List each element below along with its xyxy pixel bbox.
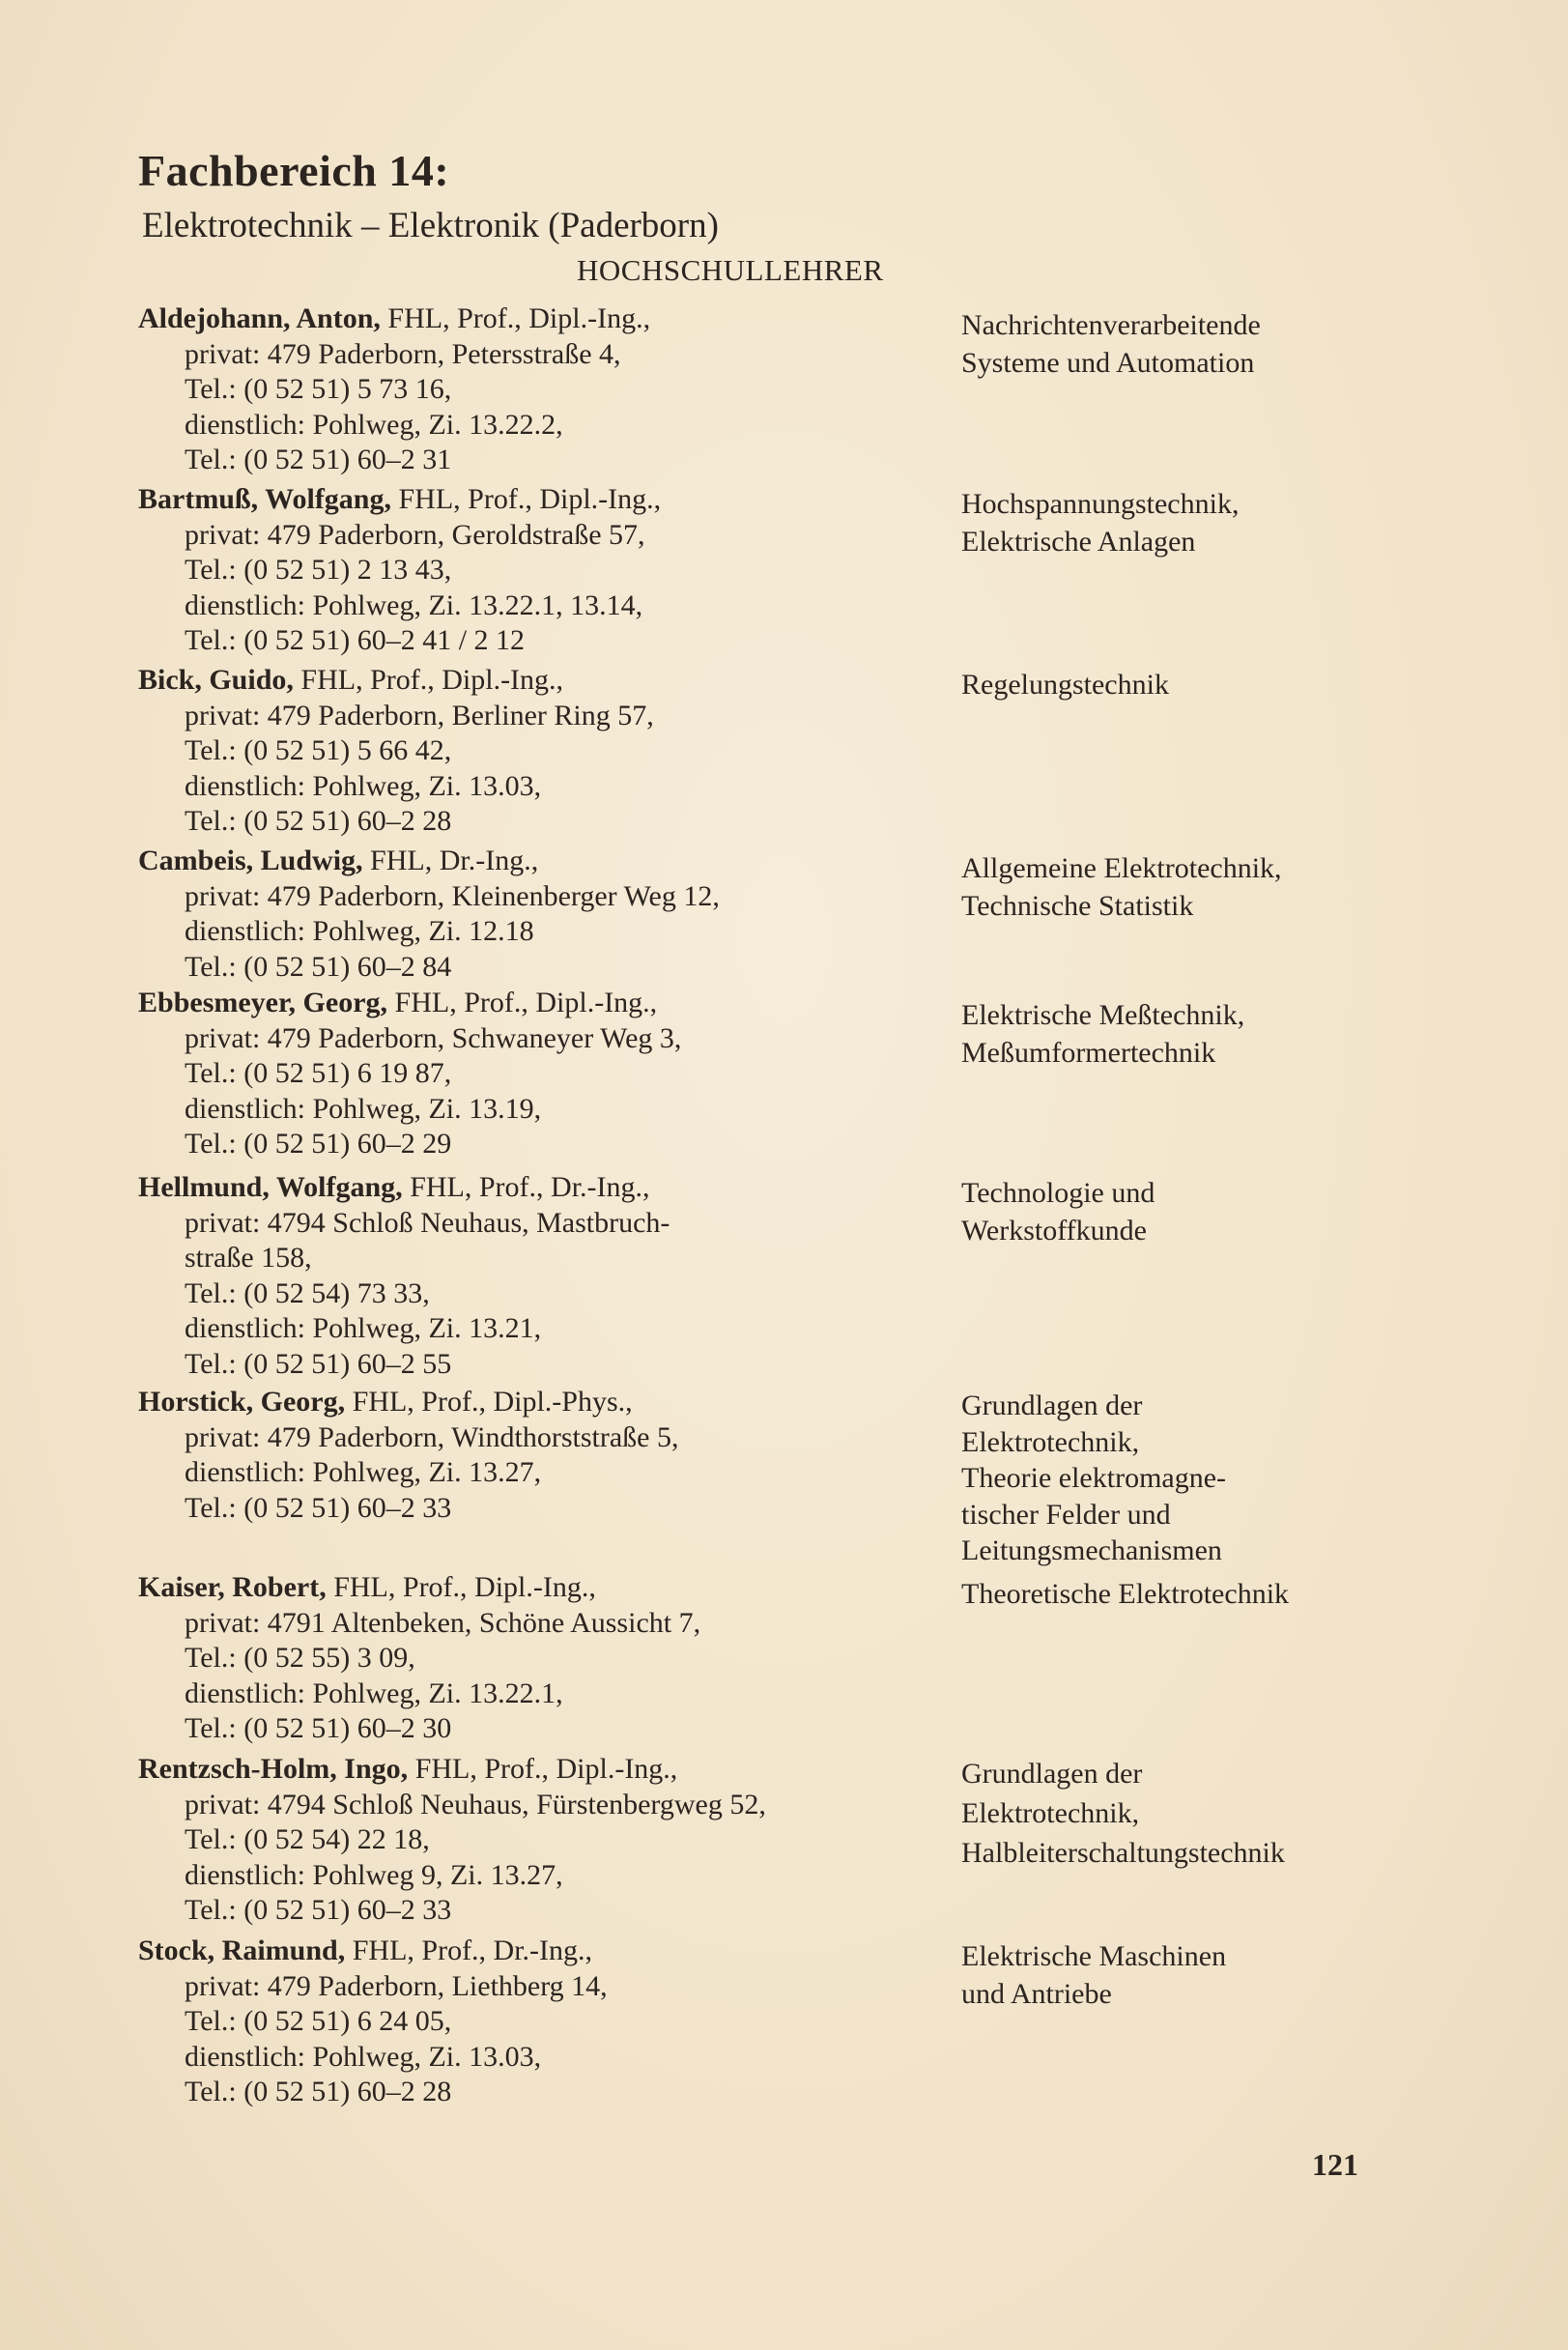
faculty-entry [138,844,720,985]
subject-line: Werkstoffkunde [961,1215,1147,1247]
subject-line: Grundlagen der [961,1390,1143,1421]
department-subtitle: Elektrotechnik – Elektronik (Paderborn) [142,206,719,245]
subject-line: Elektrotechnik, [961,1797,1140,1829]
subject-line: Theoretische Elektrotechnik [961,1578,1290,1610]
faculty-entry [138,986,681,1162]
contact-line: privat: 479 Paderborn, Petersstraße 4, [185,337,621,370]
subject-area [961,1575,1289,1613]
subject-line: Systeme und Automation [961,347,1255,379]
person-name: Kaiser, Robert, [138,1571,327,1603]
subject-line: tischer Felder und [961,1498,1171,1531]
contact-line: Tel.: (0 52 51) 60–2 84 [185,950,452,983]
person-titles: FHL, Prof., Dipl.-Ing., [387,987,658,1018]
contact-line: Tel.: (0 52 54) 73 33, [185,1276,430,1309]
contact-line: Tel.: (0 52 51) 60–2 31 [185,444,452,475]
subject-line: Grundlagen der [961,1758,1143,1790]
person-titles: FHL, Prof., Dipl.-Phys., [345,1386,633,1418]
contact-line: dienstlich: Pohlweg, Zi. 13.03, [185,2040,542,2073]
faculty-entry [138,663,654,840]
subject-line: Hochspannungstechnik, [961,488,1240,520]
subject-area [961,306,1261,382]
entry-heading-line [138,1570,700,1606]
subject-line: Elektrotechnik, [961,1425,1140,1458]
contact-line: dienstlich: Pohlweg, Zi. 13.22.1, [185,1677,563,1709]
person-titles: FHL, Prof., Dipl.-Ing., [293,664,564,696]
contact-line: Tel.: (0 52 51) 60–2 41 / 2 12 [185,624,526,656]
subject-line: Meßumformertechnik [961,1037,1216,1069]
contact-line: Tel.: (0 52 51) 60–2 33 [185,1491,452,1524]
contact-line: Tel.: (0 52 51) 60–2 55 [185,1347,452,1380]
entry-heading-line [138,986,681,1021]
subject-area [961,1174,1155,1249]
page-number: 121 [1312,2147,1358,2182]
person-titles: FHL, Prof., Dr.-Ing., [345,1934,593,1966]
entry-heading-line [138,1170,670,1206]
contact-line: Tel.: (0 52 51) 5 66 42, [185,734,452,766]
subject-area [961,996,1244,1072]
contact-line: Tel.: (0 52 51) 60–2 30 [185,1712,452,1744]
subject-area [961,1937,1226,2013]
contact-line: privat: 479 Paderborn, Berliner Ring 57, [185,699,654,731]
contact-line: Tel.: (0 52 51) 60–2 28 [185,2076,452,2107]
entry-heading-line [138,1934,608,1969]
subject-line: Leitungsmechanismen [961,1534,1222,1566]
contact-line: dienstlich: Pohlweg, Zi. 12.18 [185,915,534,947]
subject-line: Elektrische Maschinen [961,1940,1227,1972]
contact-line: Tel.: (0 52 51) 60–2 28 [185,805,452,837]
person-name: Rentzsch-Holm, Ingo, [138,1753,409,1785]
subject-area [961,1754,1285,1873]
subject-area [961,485,1239,560]
contact-line: Tel.: (0 52 51) 2 13 43, [185,554,452,586]
contact-line: privat: 4791 Altenbeken, Schöne Aussicht 7, [185,1606,701,1639]
entry-heading-line [138,844,720,879]
person-name: Aldejohann, Anton, [138,302,381,334]
contact-line: privat: 479 Paderborn, Schwaneyer Weg 3, [185,1021,682,1054]
subject-line: Allgemeine Elektrotechnik, [961,852,1282,884]
subject-line: und Antriebe [961,1978,1112,2010]
entry-heading-line [138,301,650,337]
entry-heading-line [138,482,661,518]
contact-line: dienstlich: Pohlweg, Zi. 13.03, [185,769,542,802]
person-titles: FHL, Dr.-Ing., [362,845,539,876]
contact-line: privat: 4794 Schloß Neuhaus, Fürstenbergweg 52, [185,1788,766,1820]
faculty-entry [138,1570,700,1747]
entry-heading-line [138,663,654,699]
contact-line: dienstlich: Pohlweg, Zi. 13.27, [185,1456,542,1488]
person-name: Bartmuß, Wolfgang, [138,483,391,515]
faculty-entry [138,1934,608,2110]
section-heading: HOCHSCHULLEHRER [577,253,884,287]
subject-line: Regelungstechnik [961,669,1169,701]
faculty-entry [138,1170,670,1382]
person-name: Cambeis, Ludwig, [138,845,363,876]
subject-line: Technologie und [961,1177,1155,1209]
person-name: Bick, Guido, [138,664,294,696]
contact-line: Tel.: (0 52 54) 22 18, [185,1823,430,1855]
faculty-entry [138,1385,678,1526]
contact-line: dienstlich: Pohlweg, Zi. 13.22.2, [185,408,563,441]
page-title: Fachbereich 14: [138,146,450,195]
subject-line: Nachrichtenverarbeitende [961,309,1261,341]
contact-line: Tel.: (0 52 51) 60–2 33 [185,1894,452,1926]
person-name: Ebbesmeyer, Georg, [138,987,388,1018]
faculty-entry [138,1752,766,1929]
subject-line: Halbleiterschaltungstechnik [961,1837,1285,1869]
contact-line: privat: 479 Paderborn, Geroldstraße 57, [185,518,645,551]
contact-line: Tel.: (0 52 51) 60–2 29 [185,1128,452,1160]
faculty-entry [138,482,661,659]
contact-line: straße 158, [185,1242,312,1274]
contact-line: Tel.: (0 52 55) 3 09, [185,1642,415,1674]
contact-line: privat: 479 Paderborn, Windthorststraße 5, [185,1420,679,1453]
contact-line: Tel.: (0 52 51) 5 73 16, [185,373,452,405]
contact-line: privat: 479 Paderborn, Liethberg 14, [185,1969,608,2002]
person-titles: FHL, Prof., Dipl.-Ing., [326,1571,596,1603]
subject-area [961,1388,1226,1569]
subject-line: Technische Statistik [961,890,1194,922]
contact-line: dienstlich: Pohlweg, Zi. 13.22.1, 13.14, [185,588,643,621]
person-titles: FHL, Prof., Dipl.-Ing., [380,302,651,334]
contact-line: dienstlich: Pohlweg, Zi. 13.19, [185,1092,542,1125]
subject-line: Elektrische Anlagen [961,526,1196,558]
person-titles: FHL, Prof., Dr.-Ing., [402,1171,650,1203]
contact-line: Tel.: (0 52 51) 6 24 05, [185,2005,452,2037]
subject-line: Theorie elektromagne- [961,1462,1227,1494]
subject-line: Elektrische Meßtechnik, [961,999,1245,1031]
entry-heading-line [138,1385,678,1420]
faculty-entry [138,301,650,478]
contact-line: dienstlich: Pohlweg, Zi. 13.21, [185,1312,542,1344]
contact-line: Tel.: (0 52 51) 6 19 87, [185,1057,452,1089]
contact-line: dienstlich: Pohlweg 9, Zi. 13.27, [185,1858,563,1891]
person-name: Stock, Raimund, [138,1934,346,1966]
person-titles: FHL, Prof., Dipl.-Ing., [391,483,662,515]
entry-heading-line [138,1752,766,1788]
contact-line: privat: 479 Paderborn, Kleinenberger Weg 12, [185,879,720,912]
contact-line: privat: 4794 Schloß Neuhaus, Mastbruch- [185,1206,670,1239]
subject-area [961,666,1169,703]
subject-area [961,849,1282,925]
person-titles: FHL, Prof., Dipl.-Ing., [408,1753,678,1785]
person-name: Hellmund, Wolfgang, [138,1171,403,1203]
person-name: Horstick, Georg, [138,1386,346,1418]
